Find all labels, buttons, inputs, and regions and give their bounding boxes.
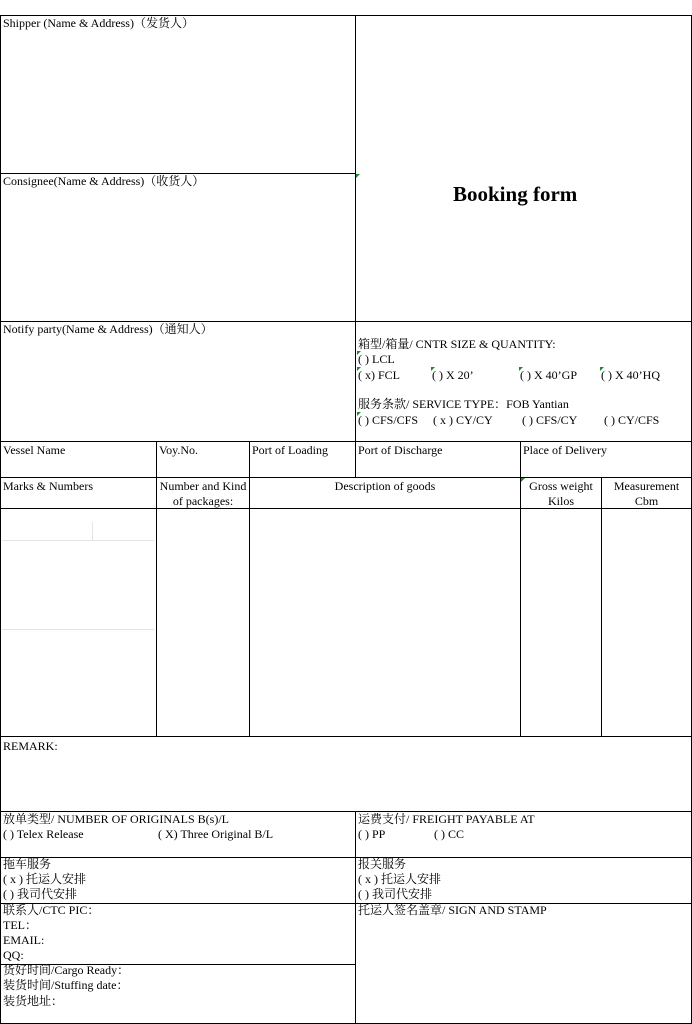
marks-body-cell[interactable] [0, 508, 157, 737]
sign-stamp-label: 托运人签名盖章/ SIGN AND STAMP [358, 903, 547, 917]
customs-option-shipper[interactable]: ( x ) 托运人安排 [358, 872, 441, 886]
faint-line [2, 629, 154, 630]
port-loading-label: Port of Loading [252, 443, 328, 457]
service-heading: 服务条款/ SERVICE TYPE：FOB Yantian [358, 397, 569, 411]
packages-label-2: of packages: [172, 494, 234, 508]
page-title: Booking form [453, 182, 578, 206]
description-label: Description of goods [334, 479, 436, 493]
x20-option[interactable]: ( ) X 20’ [432, 368, 474, 382]
description-body-cell[interactable] [249, 508, 521, 737]
vessel-name-label: Vessel Name [3, 443, 66, 457]
freight-heading: 运费支付/ FREIGHT PAYABLE AT [358, 812, 535, 826]
corner-mark [356, 174, 360, 178]
cy-cy-option[interactable]: ( x ) CY/CY [433, 413, 493, 427]
packages-label: Number and Kind [159, 479, 247, 493]
stuffing-date-label: 装货时间/Stuffing date： [3, 978, 129, 992]
faint-line [2, 540, 154, 541]
weight-label-2: Kilos [547, 494, 574, 508]
cc-option[interactable]: ( ) CC [434, 827, 464, 841]
customs-option-agent[interactable]: ( ) 我司代安排 [358, 887, 432, 901]
faint-line [92, 522, 93, 540]
fcl-option[interactable]: ( x) FCL [358, 368, 400, 382]
customs-heading: 报关服务 [358, 857, 407, 871]
contact-email-label: EMAIL: [3, 933, 45, 947]
packages-body-cell[interactable] [156, 508, 250, 737]
trucking-heading: 拖车服务 [3, 857, 52, 871]
voyage-no-label: Voy.No. [159, 443, 199, 457]
marks-label: Marks & Numbers [3, 479, 93, 493]
container-heading: 箱型/箱量/ CNTR SIZE & QUANTITY: [358, 337, 556, 351]
three-original-option[interactable]: ( X) Three Original B/L [158, 827, 274, 841]
shipper-label: Shipper (Name & Address)（发货人） [3, 16, 194, 30]
consignee-box[interactable] [0, 173, 356, 322]
cfs-cfs-option[interactable]: ( ) CFS/CFS [358, 413, 419, 427]
x40hq-option[interactable]: ( ) X 40’HQ [601, 368, 660, 382]
sign-box[interactable] [355, 903, 692, 1024]
weight-body-cell[interactable] [520, 508, 602, 737]
measure-body-cell[interactable] [601, 508, 692, 737]
measure-label-2: Cbm [634, 494, 659, 508]
cargo-ready-label: 货好时间/Cargo Ready： [3, 963, 130, 977]
contact-tel-label: TEL： [3, 918, 37, 932]
title-box [355, 15, 692, 322]
x40gp-option[interactable]: ( ) X 40’GP [520, 368, 577, 382]
place-delivery-label: Place of Delivery [523, 443, 607, 457]
cy-cfs-option[interactable]: ( ) CY/CFS [604, 413, 660, 427]
stuffing-address-label: 装货地址： [3, 994, 64, 1008]
lcl-option[interactable]: ( ) LCL [358, 352, 395, 366]
telex-option[interactable]: ( ) Telex Release [3, 827, 84, 841]
remark-label: REMARK: [3, 739, 58, 753]
trucking-option-shipper[interactable]: ( x ) 托运人安排 [3, 872, 86, 886]
originals-heading: 放单类型/ NUMBER OF ORIGINALS B(s)/L [3, 812, 230, 826]
port-discharge-label: Port of Discharge [358, 443, 443, 457]
notify-box[interactable] [0, 321, 356, 442]
weight-label: Gross weight [529, 479, 593, 493]
contact-qq-label: QQ: [3, 948, 24, 962]
cfs-cy-option[interactable]: ( ) CFS/CY [522, 413, 578, 427]
measure-label: Measurement [613, 479, 680, 493]
contact-pic-label: 联系人/CTC PIC： [3, 903, 100, 917]
remark-box[interactable] [0, 736, 692, 812]
notify-label: Notify party(Name & Address)（通知人） [3, 322, 213, 336]
shipper-box[interactable] [0, 15, 356, 174]
consignee-label: Consignee(Name & Address)（收货人） [3, 174, 205, 188]
pp-option[interactable]: ( ) PP [358, 827, 386, 841]
trucking-option-agent[interactable]: ( ) 我司代安排 [3, 887, 77, 901]
